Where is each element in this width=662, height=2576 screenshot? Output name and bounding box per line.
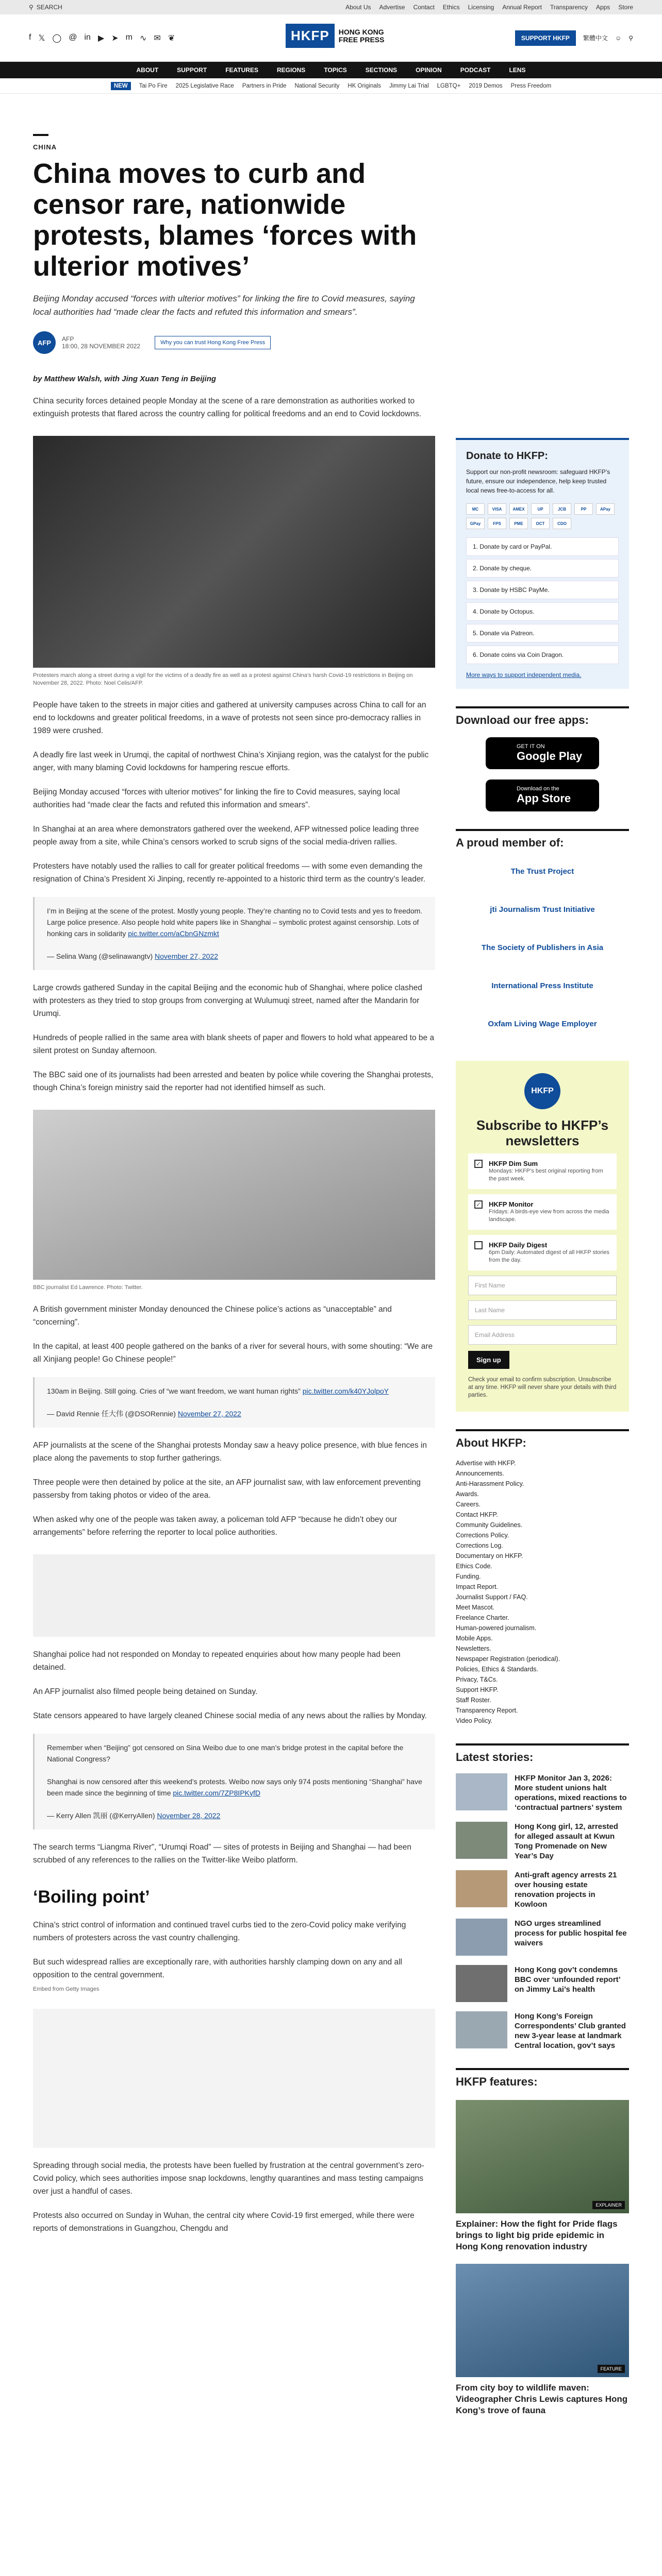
about-link[interactable]: Human-powered journalism. (456, 1624, 537, 1632)
last-name-field[interactable]: Last Name (468, 1300, 617, 1320)
nav-item[interactable]: ABOUT (136, 66, 159, 74)
trending-link[interactable]: HK Originals (347, 82, 381, 89)
utility-link[interactable]: Apps (595, 4, 610, 11)
telegram-icon[interactable]: ➤ (111, 33, 119, 43)
byline-text (62, 335, 140, 350)
author-name[interactable]: AFP (62, 335, 74, 343)
bluesky-icon[interactable]: ❦ (168, 33, 175, 43)
latest-story[interactable] (456, 2011, 629, 2050)
donate-option[interactable]: 6. Donate coins via Coin Dragon. (466, 646, 619, 664)
about-link[interactable]: Impact Report. (456, 1583, 498, 1590)
donate-option[interactable]: 3. Donate by HSBC PayMe. (466, 581, 619, 599)
story-title[interactable]: Hong Kong girl, 12, arrested for alleged assault at Kwun Tong Promenade on New Year’s Day (515, 1822, 618, 1860)
feature-tag: EXPLAINER (592, 2201, 625, 2209)
about-link[interactable]: Corrections Log. (456, 1542, 503, 1549)
payment-icon: OCT (531, 518, 550, 529)
tweet-author: — David Rennie 任大伟 (@DSORennie) (47, 1410, 176, 1418)
newsletter-desc: 6pm Daily: Automated digest of all HKFP stories from the day. (489, 1249, 609, 1263)
trending-link[interactable]: Jimmy Lai Trial (389, 82, 429, 89)
mastodon-icon[interactable]: m (125, 32, 133, 42)
utility-link[interactable]: About Us (345, 4, 371, 11)
payment-icon: MC (466, 503, 485, 515)
logo-line: HONG KONG (338, 27, 384, 36)
paragraph: People have taken to the streets in major cities and gathered at university campuses across China to call for an end to lockdowns and greater political freedoms, in a wave of protests not seen since pro-democracy rallies in 1989 were crushed. (33, 701, 426, 735)
latest-story[interactable] (456, 1870, 629, 1909)
trending-link[interactable]: National Security (294, 82, 340, 89)
signup-button[interactable]: Sign up (468, 1351, 509, 1369)
badge-small: GET IT ON (517, 743, 545, 750)
story-thumbnail[interactable] (456, 1870, 507, 1907)
apps-heading: Download our free apps: (456, 706, 629, 727)
badge-small: Download on the (517, 786, 559, 792)
donate-text: Support our non-profit newsroom: safeguard HKFP’s future, ensure our independence, help keep trusted local news free-to-access for all. (466, 468, 610, 494)
newsletter-name: HKFP Dim Sum (489, 1160, 538, 1167)
trending-link[interactable]: LGBTQ+ (437, 82, 461, 89)
tweet-text: 130am in Beijing. Still going. Cries of “we want freedom, we want human rights” (47, 1387, 301, 1395)
search-icon[interactable]: ⚲ (628, 34, 633, 42)
newsletter-desc: Mondays: HKFP’s best original reporting from the past week. (489, 1168, 603, 1182)
paragraph: Protesters have notably used the rallies to call for greater political freedoms — with some even demanding the resignation of China’s President Xi Jinping, recently re-appointed to a historic third term as the country’s leader. (33, 862, 426, 884)
about-link[interactable]: Anti-Harassment Policy. (456, 1480, 524, 1487)
newsletter-box (456, 1061, 629, 1412)
newsletter-name: HKFP Daily Digest (489, 1241, 548, 1249)
feature-image[interactable] (456, 2264, 629, 2377)
paragraph: A British government minister Monday denounced the Chinese police’s actions as “unacceptable” and “concerning”. (33, 1305, 392, 1327)
feature-card[interactable] (456, 2100, 629, 2252)
paragraph: Large crowds gathered Sunday in the capital Beijing and the economic hub of Shanghai, where police clashed with protesters as they tried to stop groups from converging at Wulumuqi street, named after the Mandarin for Urumqi. (33, 984, 422, 1018)
nav-item[interactable]: TOPICS (324, 66, 347, 74)
embedded-tweet (33, 1377, 435, 1428)
publish-date: 18:00, 28 NOVEMBER 2022 (62, 343, 141, 350)
newsletter-name: HKFP Monitor (489, 1200, 534, 1208)
tweet-date-link[interactable]: November 27, 2022 (155, 952, 218, 960)
logo-line: FREE PRESS (338, 35, 385, 44)
donate-option[interactable]: 2. Donate by cheque. (466, 559, 619, 578)
search-icon: ⚲ (29, 4, 34, 11)
article-title: China moves to curb and censor rare, nationwide protests, blames ‘forces with ulterior motives’ (33, 158, 417, 282)
logo-wordmark (339, 28, 385, 44)
about-link[interactable]: Newspaper Registration (periodical). (456, 1655, 560, 1663)
newsletter-option[interactable] (468, 1194, 617, 1230)
email-field[interactable]: Email Address (468, 1325, 617, 1345)
member-logo[interactable]: Oxfam Living Wage Employer (488, 1019, 597, 1028)
trending-bar (0, 78, 662, 94)
about-list (456, 1458, 629, 1726)
about-link[interactable]: Video Policy. (456, 1717, 493, 1724)
utility-links (345, 4, 633, 11)
newsletter-option-text (489, 1200, 610, 1224)
main-nav (0, 62, 662, 78)
members-heading: A proud member of: (456, 829, 629, 850)
donate-option[interactable]: 5. Donate via Patreon. (466, 624, 619, 642)
features-heading: HKFP features: (456, 2068, 629, 2089)
badge-label: Google Play (517, 750, 583, 762)
story-thumbnail[interactable] (456, 1773, 507, 1810)
paragraph: The search terms “Liangma River”, “Urumqi Road” — sites of protests in Beijing and Shanghai — had been scrubbed of any references to the rallies on the Twitter-like Weibo platform. (33, 1843, 412, 1865)
google-play-badge[interactable] (486, 737, 599, 769)
language-switch[interactable]: 繁體中文 (583, 35, 608, 42)
byline (33, 331, 435, 354)
instagram-icon[interactable]: ◯ (52, 33, 62, 43)
newsletter-title: Subscribe to HKFP’s newsletters (476, 1117, 609, 1148)
paragraph: Hundreds of people rallied in the same area with blank sheets of paper and flowers to hold what appeared to be a silent protest on Sunday afternoon. (33, 1033, 435, 1055)
tweet-date-link[interactable]: November 27, 2022 (177, 1410, 241, 1418)
about-link[interactable]: Advertise with HKFP. (456, 1460, 516, 1467)
about-link[interactable]: Corrections Policy. (456, 1532, 509, 1539)
checkbox[interactable]: ✓ (474, 1160, 483, 1168)
story-title[interactable]: Hong Kong gov’t condemns BBC over ‘unfounded report’ on Jimmy Lai’s health (515, 1965, 621, 1994)
story-title[interactable]: NGO urges streamlined process for public hospital fee waivers (515, 1919, 627, 1947)
about-link[interactable]: Privacy, T&Cs. (456, 1676, 498, 1683)
newsletter-option-text (489, 1241, 610, 1264)
paragraph: Protests also occurred on Sunday in Wuhan, the central city where Covid-19 first emerged, while there were reports of demonstrations in Guangzhou, Chengdu and (33, 2211, 415, 2233)
about-link[interactable]: Documentary on HKFP. (456, 1552, 523, 1560)
tweet-link[interactable]: pic.twitter.com/aCbnGNzmkt (128, 929, 219, 938)
first-name-field[interactable]: First Name (468, 1276, 617, 1295)
nav-item[interactable]: LENS (509, 66, 526, 74)
feature-tag: FEATURE (598, 2365, 625, 2373)
payment-icon: PP (574, 503, 593, 515)
paragraph: A deadly fire last week in Urumqi, the capital of northwest China’s Xinjiang region, was the catalyst for the public anger, with many blaming Covid lockdowns for hampering rescue efforts. (33, 751, 429, 772)
payment-icon: CDO (553, 518, 571, 529)
nav-item[interactable]: REGIONS (276, 66, 306, 74)
about-link[interactable]: Mobile Apps. (456, 1635, 493, 1642)
about-link[interactable]: Freelance Charter. (456, 1614, 509, 1621)
newsletter-option-text (489, 1160, 610, 1183)
about-link[interactable]: Meet Mascot. (456, 1604, 495, 1611)
trending-link[interactable]: Tai Po Fire (139, 82, 168, 89)
paragraph: AFP journalists at the scene of the Shanghai protests Monday saw a heavy police presence, with blue fences in place along the pavements to stop further gatherings. (33, 1441, 427, 1463)
latest-story[interactable] (456, 1919, 629, 1956)
about-link[interactable]: Staff Roster. (456, 1697, 491, 1704)
getty-embed (33, 1554, 435, 1637)
member-logo[interactable]: jti Journalism Trust Initiative (490, 905, 595, 914)
about-link[interactable]: Contact HKFP. (456, 1511, 498, 1518)
trending-link[interactable]: 2025 Legislative Race (175, 82, 234, 89)
feature-image[interactable] (456, 2100, 629, 2213)
paragraph: In Shanghai at an area where demonstrators gathered over the weekend, AFP witnessed police leading three people away from a site, while China’s censors worked to scrub signs of the social media-driven rallies. (33, 825, 419, 846)
paragraph: Three people were then detained by police at the site, an AFP journalist saw, with law enforcement preventing passersby from taking photos or video of the area. (33, 1478, 421, 1500)
about-link[interactable]: Careers. (456, 1501, 481, 1508)
payment-icon: APay (596, 503, 615, 515)
tweet-text: Shanghai is now censored after this weekend’s protests. Weibo now says only 974 posts mentioning “Shanghai” have been made since the beginning of time (47, 1777, 422, 1797)
member-logo[interactable]: The Trust Project (510, 867, 574, 876)
nav-item[interactable]: SUPPORT (177, 66, 207, 74)
trending-link[interactable]: Partners in Pride (242, 82, 287, 89)
tweet-date-link[interactable]: November 28, 2022 (157, 1811, 221, 1820)
latest-story[interactable] (456, 1773, 629, 1812)
story-thumbnail[interactable] (456, 1919, 507, 1956)
payment-logos (466, 503, 619, 529)
paragraph: China’s strict control of information and continued travel curbs tied to the zero-Covid policy make verifying numbers of protesters across the vast country challenging. (33, 1921, 406, 1942)
newsletter-logo: HKFP (524, 1073, 560, 1109)
payment-icon: VISA (488, 503, 506, 515)
article-credit: by Matthew Walsh, with Jing Xuan Teng in Beijing (33, 375, 217, 383)
tweet-text: I’m in Beijing at the scene of the protest. Mostly young people. They’re chanting no to Covid tests and yes to freedom. Large police presence. Also people hold white papers like in Shanghai – symbolic protest against censorship. Lots of honking cars in solidarity (47, 907, 423, 938)
social-links (29, 33, 175, 43)
nav-item[interactable]: FEATURES (225, 66, 258, 74)
story-thumbnail[interactable] (456, 1822, 507, 1859)
app-store-badge[interactable] (486, 779, 599, 811)
embed-caption: Embed from Getty Images (33, 1986, 100, 1992)
latest-heading: Latest stories: (456, 1743, 629, 1764)
feature-title[interactable]: Explainer: How the fight for Pride flags brings to light big pride epidemic in Hong Kong renovation industry (456, 2219, 618, 2251)
payment-icon: UP (531, 503, 550, 515)
nav-item[interactable]: SECTIONS (365, 66, 398, 74)
newsletter-desc: Fridays: A birds-eye view from across the media landscape. (489, 1209, 609, 1223)
about-link[interactable]: Community Guidelines. (456, 1521, 523, 1529)
trust-button[interactable]: Why you can trust Hong Kong Free Press (155, 336, 271, 349)
payment-icon: PME (509, 518, 528, 529)
feature-title[interactable]: From city boy to wildlife maven: Videographer Chris Lewis captures Hong Kong’s trove of fauna (456, 2383, 628, 2415)
photo-caption: BBC journalist Ed Lawrence. Photo: Twitter. (33, 1284, 143, 1291)
newsletter-note: Check your email to confirm subscription. Unsubscribe at any time. HKFP will never share your details with third parties. (468, 1377, 617, 1398)
paragraph: Spreading through social media, the protests have been fuelled by frustration at the central government’s zero-Covid policy, which sees authorities impose snap lockdowns, lengthy quarantines and mass testing campaigns over just a handful of cases. (33, 2161, 424, 2196)
site-logo[interactable] (286, 24, 384, 48)
about-link[interactable]: Journalist Support / FAQ. (456, 1594, 528, 1601)
journalist-photo (33, 1110, 435, 1280)
trending-link[interactable]: 2019 Demos (469, 82, 503, 89)
paragraph: The BBC said one of its journalists had been arrested and beaten by police while covering the Shanghai protests, though China’s foreign ministry said the reporter had not identified himself as such. (33, 1071, 434, 1092)
avatar[interactable]: AFP (33, 331, 56, 354)
donate-title: Donate to HKFP: (466, 450, 548, 462)
about-link[interactable]: Funding. (456, 1573, 481, 1580)
utility-link[interactable]: Store (618, 4, 633, 11)
utility-bar (0, 0, 662, 14)
tweet-text: Remember when “Beijing” got censored on Sina Weibo due to one man’s bridge protest in the capital before the National Congress? (47, 1743, 404, 1763)
story-title[interactable]: HKFP Monitor Jan 3, 2026: More student unions halt operations, mixed reactions to ‘contractual partners’ system (515, 1774, 627, 1812)
latest-story[interactable] (456, 1822, 629, 1861)
subheading: ‘Boiling point’ (33, 1887, 150, 1907)
embedded-tweet (33, 1734, 435, 1829)
paragraph: Beijing Monday accused “forces with ulterior motives” for linking the fire to Covid measures, saying local authorities had “made clear the facts and refuted this information and smears”. (33, 788, 400, 809)
search-toggle[interactable] (29, 4, 62, 11)
member-logo[interactable]: The Society of Publishers in Asia (481, 943, 604, 952)
protest-photo (33, 436, 435, 668)
story-title[interactable]: Hong Kong’s Foreign Correspondents’ Club granted new 3-year lease at landmark Central location, gov’t says (515, 2012, 626, 2050)
nav-item[interactable]: PODCAST (460, 66, 491, 74)
payment-icon: GPay (466, 518, 485, 529)
utility-link[interactable]: Contact (413, 4, 435, 11)
utility-link[interactable]: Annual Report (502, 4, 542, 11)
tweet-author: — Kerry Allen 凯丽 (@KerryAllen) (47, 1811, 155, 1820)
search-label: SEARCH (36, 4, 62, 11)
about-heading: About HKFP: (456, 1429, 629, 1450)
paragraph: Shanghai police had not responded on Monday to repeated enquiries about how many people had been detained. (33, 1650, 401, 1672)
payment-icon: JCB (553, 503, 571, 515)
donate-option[interactable]: 4. Donate by Octopus. (466, 602, 619, 621)
article-standfirst: Beijing Monday accused “forces with ulterior motives” for linking the fire to Covid measures, saying local authorities had “made clear the facts and refuted this information and smears”. (33, 294, 415, 317)
checkbox[interactable]: ✓ (474, 1200, 483, 1209)
rss-icon[interactable]: ∿ (140, 33, 147, 43)
about-link[interactable]: Newsletters. (456, 1645, 491, 1652)
category-rule (33, 134, 48, 136)
feature-card[interactable] (456, 2264, 629, 2416)
badge-label: App Store (517, 792, 571, 805)
about-link[interactable]: Transparency Report. (456, 1707, 518, 1714)
tweet-link[interactable]: pic.twitter.com/k40YJolpoY (302, 1387, 389, 1395)
about-link[interactable]: Ethics Code. (456, 1563, 492, 1570)
donate-option[interactable]: 1. Donate by card or PayPal. (466, 537, 619, 556)
user-icon[interactable]: ☺ (615, 34, 622, 42)
paragraph: China security forces detained people Monday at the scene of a rare demonstration as authorities worked to extinguish protests that flared across the country calling for political freedoms and an end to Covid lockdowns. (33, 397, 422, 418)
logo-mark: HKFP (286, 24, 335, 48)
about-link[interactable]: Awards. (456, 1490, 479, 1498)
latest-story[interactable] (456, 1965, 629, 2002)
trending-link[interactable]: Press Freedom (510, 82, 552, 89)
story-title[interactable]: Anti-graft agency arrests 21 over housing estate renovation projects in Kowloon (515, 1871, 617, 1909)
paragraph: State censors appeared to have largely cleaned Chinese social media of any news about the rallies by Monday. (33, 1711, 427, 1720)
about-link[interactable]: Support HKFP. (456, 1686, 499, 1693)
linkedin-icon[interactable]: in (84, 32, 91, 42)
payment-icon: AMEX (509, 503, 528, 515)
donate-box (456, 438, 629, 689)
masthead-actions (515, 30, 633, 46)
x-icon[interactable]: 𝕏 (38, 33, 45, 43)
newsletter-option[interactable] (468, 1235, 617, 1270)
payment-icon: FPS (488, 518, 506, 529)
tweet-link[interactable]: pic.twitter.com/7ZP8IPKyfD (173, 1789, 260, 1797)
article (33, 134, 435, 2235)
photo-caption: Protesters march along a street during a vigil for the victims of a deadly fire as well as a protest against China’s harsh Covid-19 restrictions in Beijing on November 28, 2022. Photo: Noel Celis/AFP. (33, 672, 413, 686)
utility-link[interactable]: Licensing (468, 4, 494, 11)
mail-icon[interactable]: ✉ (154, 33, 161, 43)
story-thumbnail[interactable] (456, 1965, 507, 2002)
utility-link[interactable]: Ethics (442, 4, 460, 11)
story-thumbnail[interactable] (456, 2011, 507, 2048)
youtube-icon[interactable]: ▶ (97, 33, 105, 43)
getty-embed (33, 2009, 435, 2148)
more-ways-link[interactable]: More ways to support independent media. (466, 671, 582, 679)
facebook-icon[interactable]: f (29, 32, 31, 42)
about-link[interactable]: Announcements. (456, 1470, 504, 1477)
utility-link[interactable]: Transparency (550, 4, 588, 11)
paragraph: In the capital, at least 400 people gathered on the banks of a river for several hours, with some shouting: “We are all Xinjiang people! Go Chinese people!” (33, 1342, 433, 1364)
article-category[interactable]: CHINA (33, 143, 57, 151)
paragraph: But such widespread rallies are exceptionally rare, with authorities harshly clamping down on any and all opposition to the central government. (33, 1958, 402, 1979)
sidebar (456, 438, 629, 2416)
threads-icon[interactable]: @ (69, 32, 77, 42)
about-link[interactable]: Policies, Ethics & Standards. (456, 1666, 538, 1673)
checkbox[interactable] (474, 1241, 483, 1249)
member-logo[interactable]: International Press Institute (491, 981, 593, 990)
newsletter-option[interactable] (468, 1154, 617, 1189)
utility-link[interactable]: Advertise (379, 4, 405, 11)
tweet-author: — Selina Wang (@selinawangtv) (47, 952, 153, 960)
support-button[interactable]: SUPPORT HKFP (515, 30, 576, 46)
nav-item[interactable]: OPINION (416, 66, 442, 74)
new-badge: NEW (111, 82, 131, 90)
paragraph: An AFP journalist also filmed people being detained on Sunday. (33, 1687, 258, 1696)
paragraph: When asked why one of the people was taken away, a policeman told AFP “because he didn’t obey our arrangements” before referring the reporter to local police authorities. (33, 1515, 397, 1537)
embedded-tweet (33, 897, 435, 970)
